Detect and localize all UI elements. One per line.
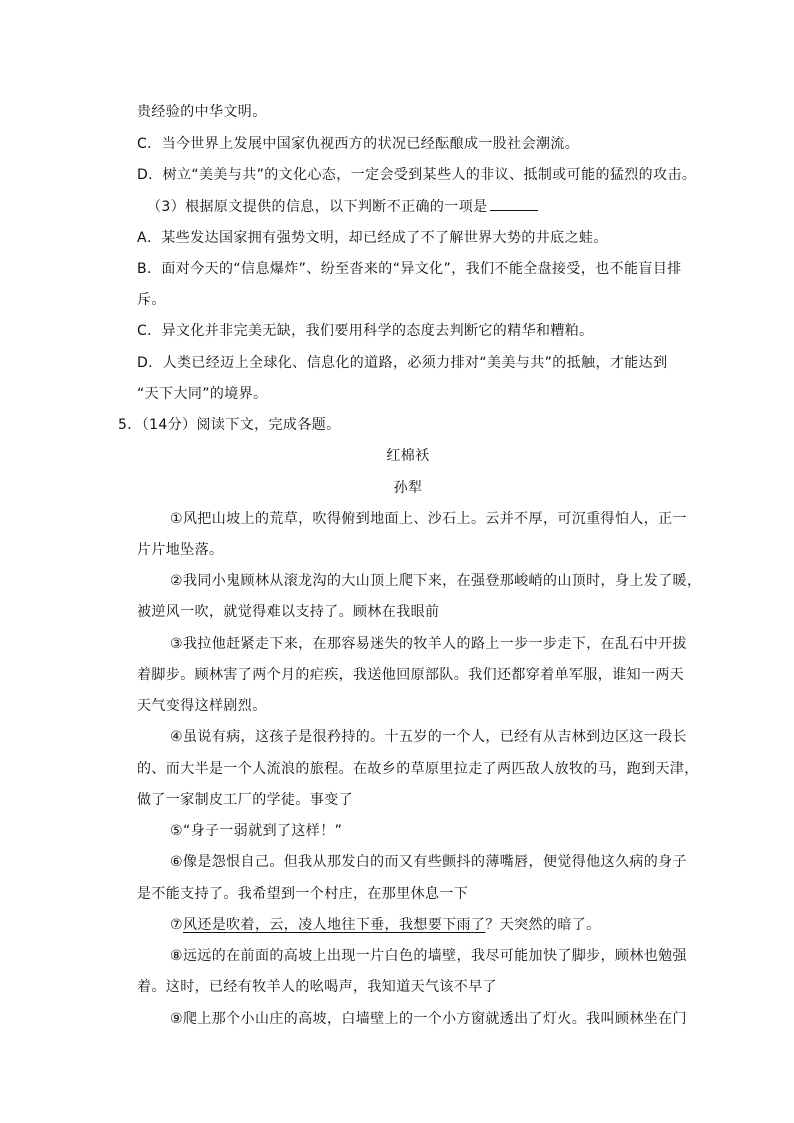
q3-option-b-line1: B．面对今天的“信息爆炸”、纷至沓来的“异文化”，我们不能全盘接受，也不能盲目排 [137, 261, 682, 277]
paragraph-3-line1: ③我拉他赶紧走下来，在那容易迷失的牧羊人的路上一步一步走下，在乱石中开拔 [170, 636, 687, 652]
paragraph-5: ⑤“身子一弱就到了这样！” [170, 823, 343, 839]
article-author: 孙犁 [393, 480, 423, 496]
paragraph-7-number: ⑦ [170, 917, 183, 933]
option-b-continuation: 贵经验的中华文明。 [137, 104, 267, 120]
paragraph-1-line1: ①风把山坡上的荒草，吹得俯到地面上、沙石上。云并不厚，可沉重得怕人，正一 [170, 511, 687, 527]
article-title: 红棉袄 [386, 448, 430, 464]
q3-option-c: C．异文化并非完美无缺，我们要用科学的态度去判断它的精华和糟粕。 [137, 323, 594, 339]
question-3-text: （3）根据原文提供的信息，以下判断不正确的一项是 [147, 199, 488, 215]
paragraph-6-line1: ⑥像是怨恨自己。但我从那发白的而又有些颤抖的薄嘴唇，便觉得他这久病的身子 [170, 854, 687, 870]
q3-option-d-line1: D．人类已经迈上全球化、信息化的道路，必须力排对“美美与共”的抵触，才能达到 [137, 355, 668, 371]
paragraph-7-underlined: 风还是吹着，云，凌人地往下垂，我想要下雨了 [182, 917, 486, 933]
paragraph-8-line2: 着。这时，已经有牧羊人的吆喝声，我知道天气该不早了 [137, 979, 497, 995]
paragraph-3-line3: 天气变得这样剧烈。 [137, 698, 267, 714]
paragraph-2-line2: 被逆风一吹，就觉得难以支持了。顾林在我眼前 [137, 604, 440, 620]
answer-blank [490, 196, 538, 211]
paragraph-4-line1: ④虽说有病，这孩子是很矜持的。十五岁的一个人，已经有从吉林到边区这一段长 [170, 729, 687, 745]
paragraph-2-line1: ②我同小鬼顾林从滚龙沟的大山顶上爬下来，在强登那峻峭的山顶时，身上发了暖， [170, 573, 702, 589]
question-3 [147, 196, 538, 217]
q3-option-d-line2: “天下大同”的境界。 [137, 386, 268, 402]
paragraph-4-line3: 做了一家制皮工厂的学徒。事变了 [137, 792, 353, 808]
paragraph-4-line2: 的、而大半是一个人流浪的旅程。在故乡的草原里拉走了两匹敌人放牧的马，跑到天津， [137, 761, 699, 777]
paragraph-3-line2: 着脚步。顾林害了两个月的疟疾，我送他回原部队。我们还都穿着单军服，谁知一两天 [137, 667, 685, 683]
paragraph-9-line1: ⑨爬上那个小山庄的高坡，白墙壁上的一个小方窗就透出了灯火。我叫顾林坐在门 [170, 1011, 687, 1027]
option-d: D．树立“美美与共”的文化心态，一定会受到某些人的非议、抵制或可能的猛烈的攻击。 [137, 167, 697, 183]
paragraph-7 [170, 915, 601, 935]
option-c: C．当今世界上发展中国家仇视西方的状况已经酝酿成一股社会潮流。 [137, 136, 580, 152]
paragraph-8-line1: ⑧远远的在前面的高坡上出现一片白色的墙壁，我尽可能加快了脚步，顾林也勉强 [170, 948, 687, 964]
q3-option-a: A．某些发达国家拥有强势文明，却已经成了不了解世界大势的井底之蛙。 [137, 230, 608, 246]
q3-option-b-line2: 斥。 [137, 292, 166, 308]
paragraph-6-line2: 是不能支持了。我希望到一个村庄，在那里休息一下 [137, 886, 469, 902]
paragraph-7-rest: ？天突然的暗了。 [485, 917, 601, 933]
question-5-header: 5．（14分）阅读下文，完成各题。 [118, 417, 341, 433]
paragraph-1-line2: 片片地坠落。 [137, 542, 224, 558]
